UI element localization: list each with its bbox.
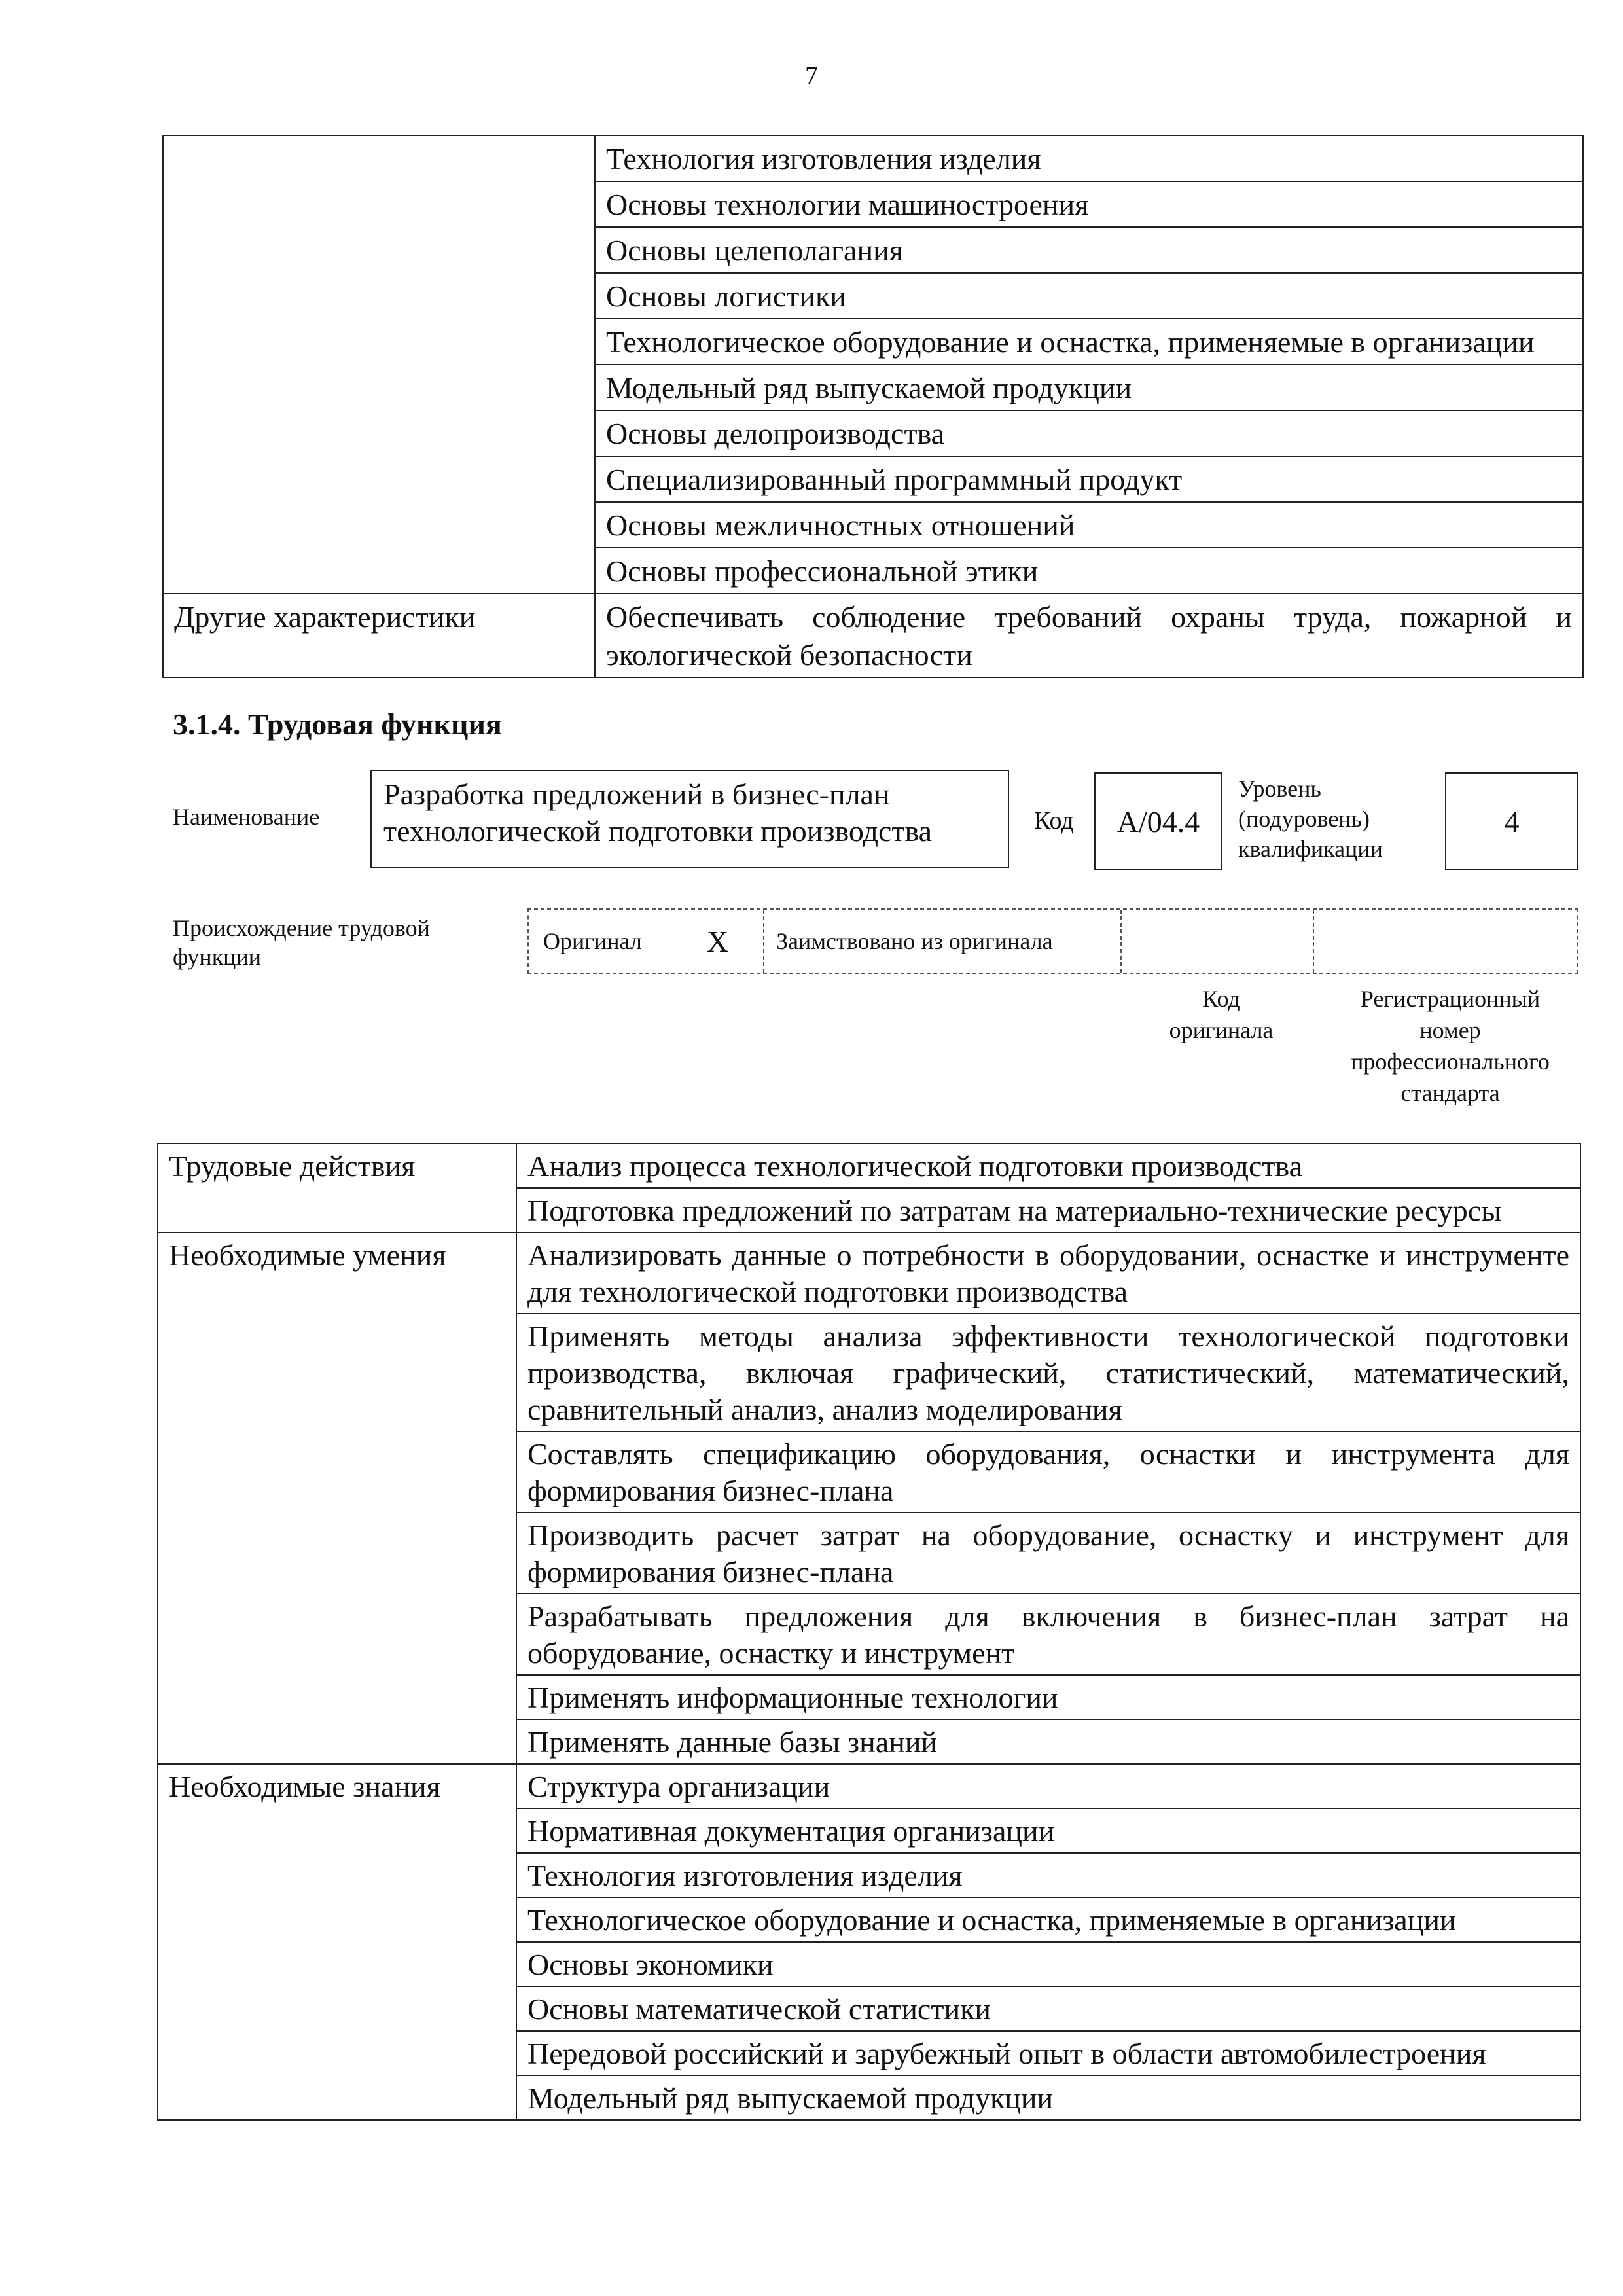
table-cell: Технология изготовления изделия <box>595 135 1583 181</box>
table-row <box>158 1808 1580 1853</box>
table-row <box>158 1594 1580 1675</box>
code-original-caption <box>1123 983 1319 1046</box>
table-cell-empty <box>158 1719 516 1764</box>
table-row <box>158 1853 1580 1897</box>
origin-borrowed-label: Заимствовано из оригинала <box>776 928 1053 954</box>
caption-line: номер <box>1419 1017 1481 1043</box>
table-cell: Технологическое оборудование и оснастка, применяемые в организации <box>516 1897 1580 1942</box>
table-cell: Анализировать данные о потребности в оборудовании, оснастке и инструменте для технологической подготовки производства <box>516 1232 1580 1314</box>
caption-line: профессионального <box>1351 1049 1550 1075</box>
section-title: 3.1.4. Трудовая функция <box>173 708 502 741</box>
level-label <box>1238 774 1383 864</box>
table-cell-empty <box>158 1314 516 1431</box>
table-cell: Передовой российский и зарубежный опыт в области автомобилестроения <box>516 2031 1580 2075</box>
table-cell: Применять данные базы знаний <box>516 1719 1580 1764</box>
table-cell-empty <box>163 135 595 594</box>
page-number: 7 <box>805 61 818 90</box>
actions-label: Трудовые действия <box>158 1143 516 1188</box>
code-label: Код <box>1034 807 1074 834</box>
other-characteristics-value: Обеспечивать соблюдение требований охраны труда, пожарной и экологической безопасности <box>595 594 1583 677</box>
table-cell: Нормативная документация организации <box>516 1808 1580 1853</box>
caption-line: Код <box>1202 986 1240 1012</box>
table-cell: Модельный ряд выпускаемой продукции <box>516 2075 1580 2120</box>
table-row <box>163 135 1583 181</box>
origin-label-line: функции <box>173 944 261 970</box>
table-row <box>158 1314 1580 1431</box>
table-row <box>158 1675 1580 1719</box>
table-cell: Структура организации <box>516 1764 1580 1808</box>
table-cell: Разрабатывать предложения для включения в бизнес-план затрат на оборудование, оснастку и инструмент <box>516 1594 1580 1675</box>
reg-number-caption <box>1319 983 1581 1109</box>
table-row <box>158 1986 1580 2031</box>
table-cell: Технологическое оборудование и оснастка, применяемые в организации <box>595 319 1583 365</box>
table-cell-empty <box>158 1188 516 1232</box>
table-cell-empty <box>158 1431 516 1513</box>
table-row <box>158 1719 1580 1764</box>
table-row <box>158 1942 1580 1986</box>
table-cell: Основы целеполагания <box>595 227 1583 273</box>
table-row <box>158 1188 1580 1232</box>
skills-label: Необходимые умения <box>158 1232 516 1314</box>
table-cell: Основы экономики <box>516 1942 1580 1986</box>
level-label-line: квалификации <box>1238 836 1383 862</box>
table-cell-empty <box>158 1897 516 1942</box>
table-row <box>158 2031 1580 2075</box>
table-cell-empty <box>158 1513 516 1594</box>
table-row <box>158 1232 1580 1314</box>
table-cell-empty <box>158 1808 516 1853</box>
caption-line: Регистрационный <box>1360 986 1541 1012</box>
table-cell-empty <box>158 2031 516 2075</box>
name-label: Наименование <box>173 804 320 830</box>
table-cell: Основы математической статистики <box>516 1986 1580 2031</box>
table-cell-empty <box>158 2075 516 2120</box>
origin-mark: X <box>707 924 729 958</box>
knowledge-continuation-table <box>162 135 1584 678</box>
table-cell: Модельный ряд выпускаемой продукции <box>595 365 1583 410</box>
caption-line: стандарта <box>1400 1080 1500 1106</box>
level-label-line: Уровень <box>1238 776 1321 802</box>
table-row <box>158 1764 1580 1808</box>
table-row <box>163 594 1583 677</box>
table-cell: Основы технологии машиностроения <box>595 181 1583 227</box>
table-cell: Основы делопроизводства <box>595 410 1583 456</box>
level-box: 4 <box>1445 772 1578 870</box>
other-characteristics-label: Другие характеристики <box>163 594 595 677</box>
table-cell: Основы логистики <box>595 273 1583 319</box>
table-cell: Основы профессиональной этики <box>595 548 1583 594</box>
table-cell: Составлять спецификацию оборудования, оснастки и инструмента для формирования бизнес-плана <box>516 1431 1580 1513</box>
table-cell-empty <box>158 1675 516 1719</box>
table-cell: Анализ процесса технологической подготовки производства <box>516 1143 1580 1188</box>
table-cell: Специализированный программный продукт <box>595 456 1583 502</box>
code-box: А/04.4 <box>1094 772 1222 870</box>
knowledge-label: Необходимые знания <box>158 1764 516 1808</box>
table-cell: Основы межличностных отношений <box>595 502 1583 548</box>
table-row <box>158 1513 1580 1594</box>
table-cell-empty <box>158 1853 516 1897</box>
level-label-line: (подуровень) <box>1238 806 1370 832</box>
table-row <box>158 2075 1580 2120</box>
table-cell: Подготовка предложений по затратам на материально-технические ресурсы <box>516 1188 1580 1232</box>
origin-original-label: Оригинал <box>543 928 642 954</box>
origin-divider <box>1313 910 1314 973</box>
labor-function-table <box>157 1143 1581 2121</box>
table-row <box>158 1897 1580 1942</box>
table-cell: Применять информационные технологии <box>516 1675 1580 1719</box>
table-cell-empty <box>158 1594 516 1675</box>
origin-divider <box>763 910 764 973</box>
origin-label-line: Происхождение трудовой <box>173 915 430 941</box>
origin-divider <box>1120 910 1122 973</box>
table-cell-empty <box>158 1942 516 1986</box>
table-cell-empty <box>158 1986 516 2031</box>
table-cell: Производить расчет затрат на оборудование, оснастку и инструмент для формирования бизнес-плана <box>516 1513 1580 1594</box>
function-name-box: Разработка предложений в бизнес-план технологической подготовки производства <box>370 770 1009 868</box>
caption-line: оригинала <box>1169 1017 1274 1043</box>
table-row <box>158 1431 1580 1513</box>
table-row <box>158 1143 1580 1188</box>
origin-label <box>173 914 430 971</box>
table-cell: Применять методы анализа эффективности технологической подготовки производства, включая графический, статистический, математический, сравнительный анализ, анализ моделирования <box>516 1314 1580 1431</box>
table-cell: Технология изготовления изделия <box>516 1853 1580 1897</box>
origin-row <box>527 908 1578 974</box>
